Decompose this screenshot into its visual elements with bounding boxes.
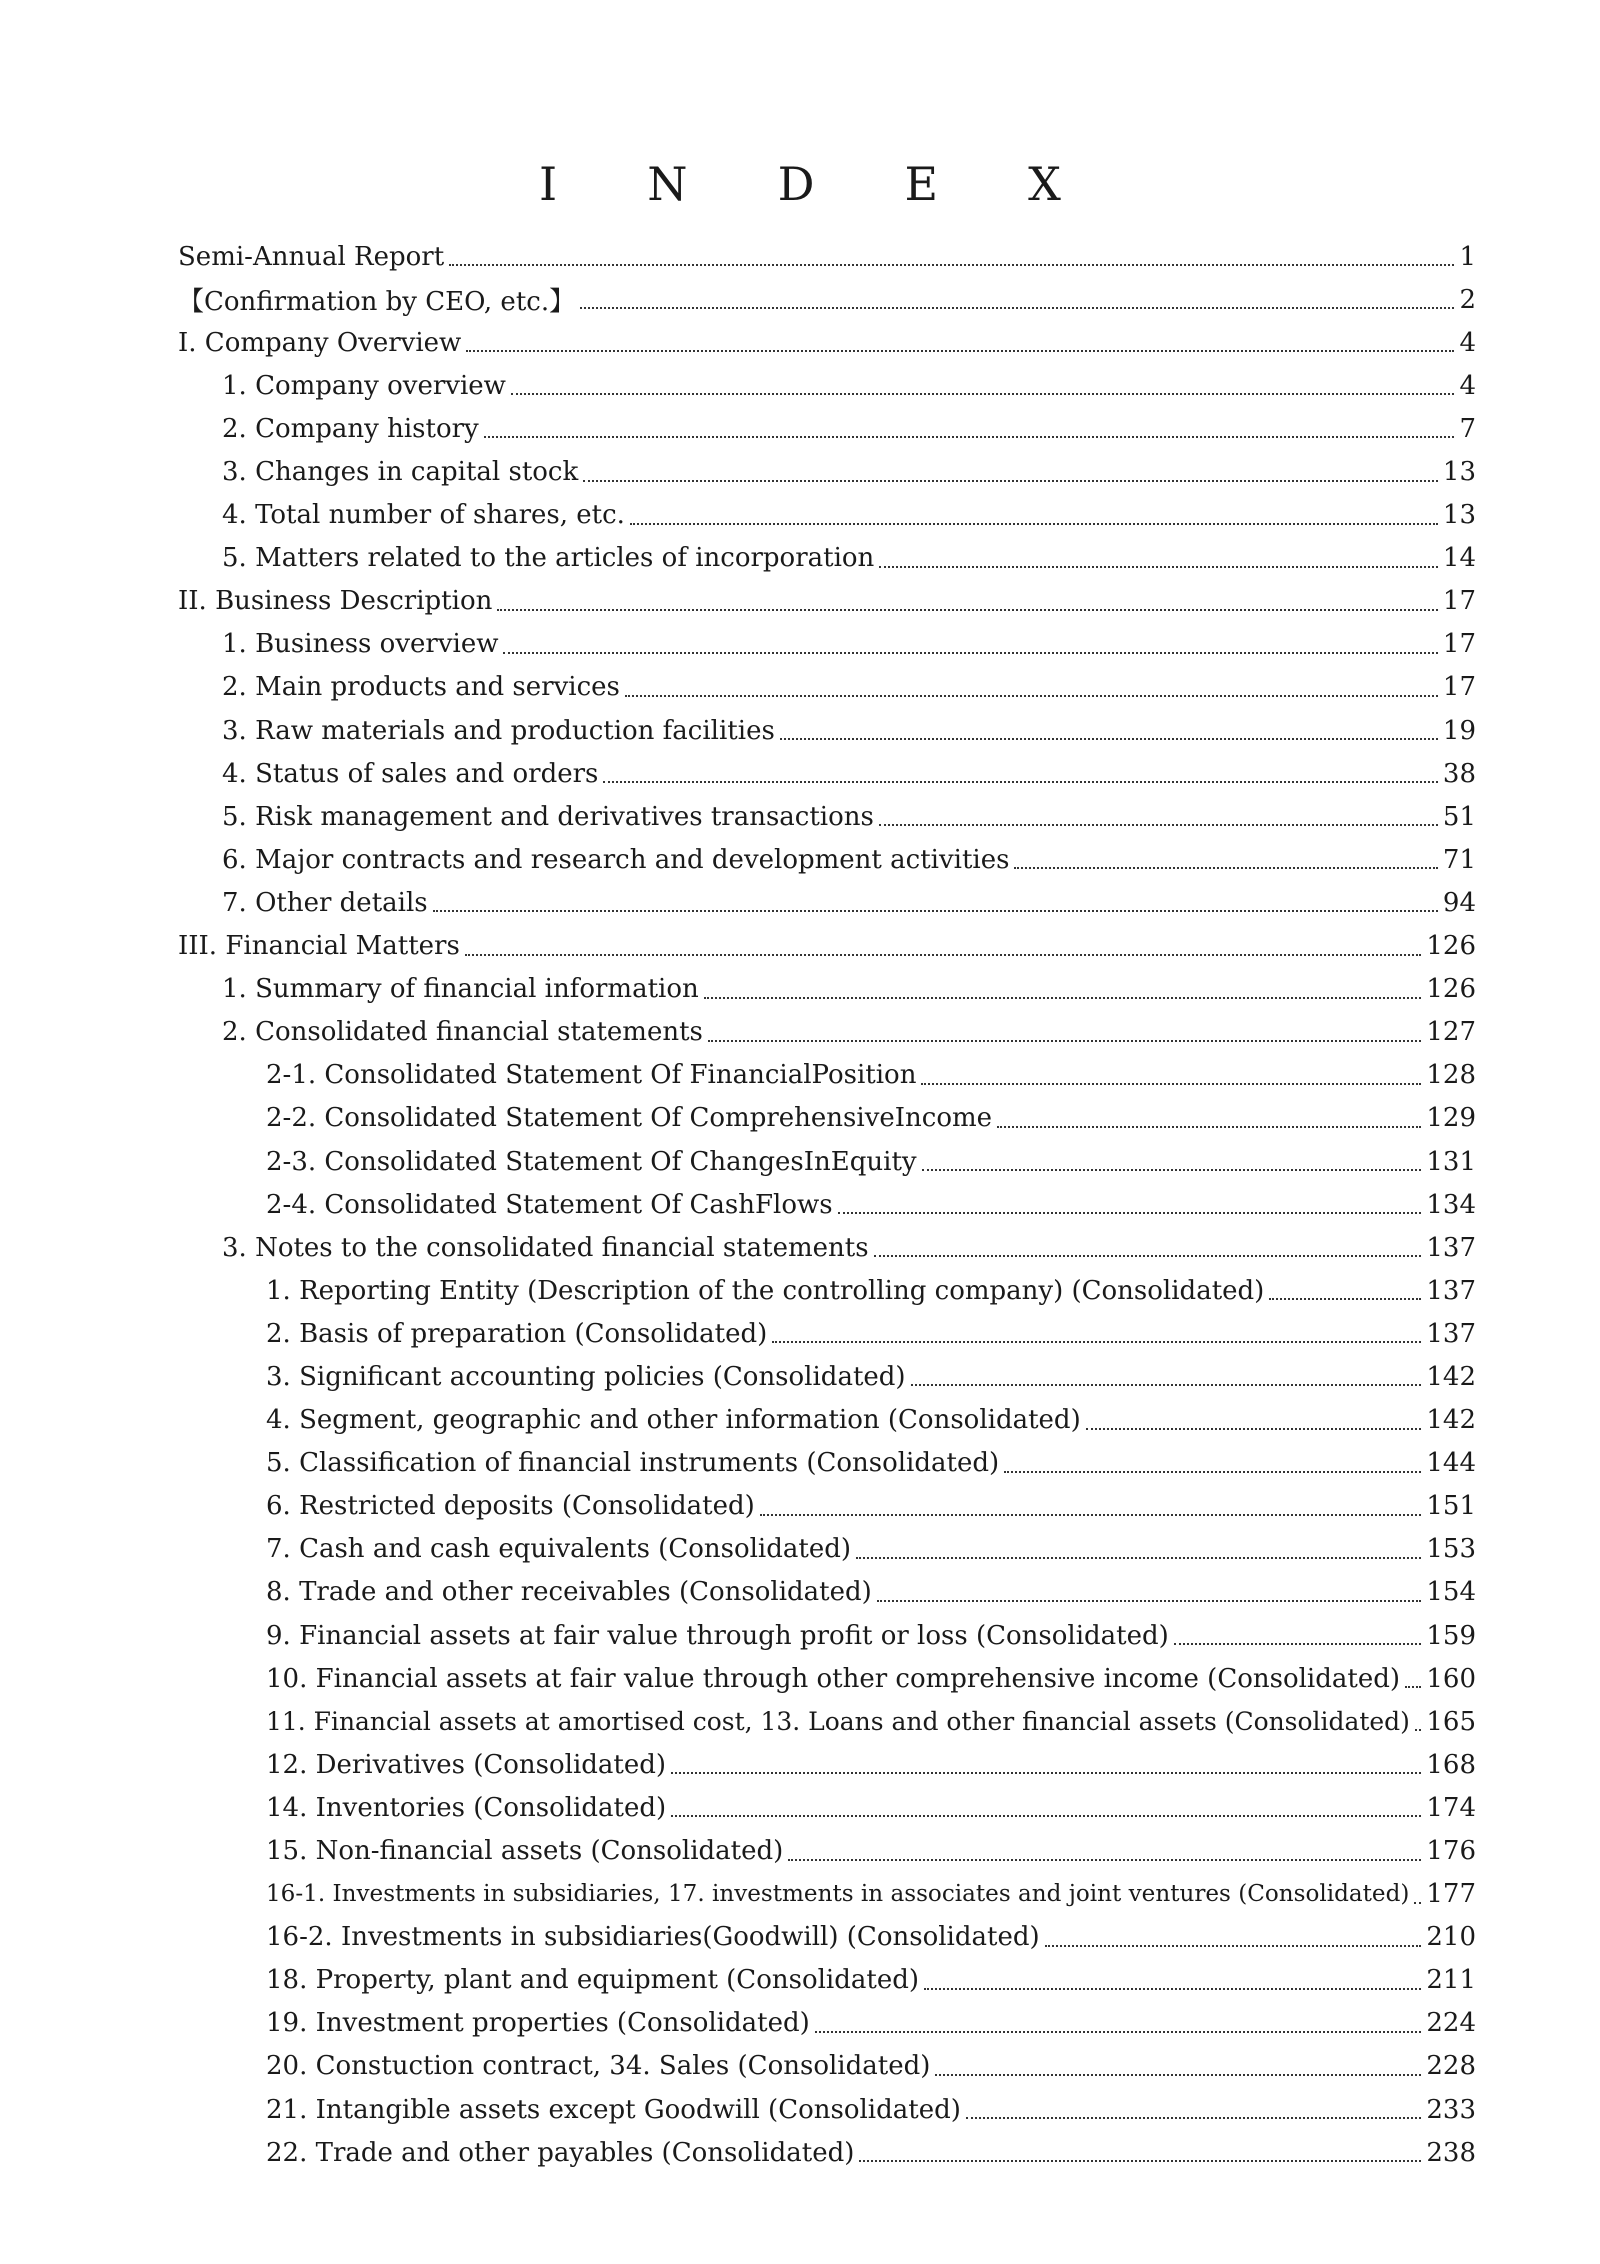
toc-entry-page-number: 4 bbox=[1459, 370, 1476, 401]
toc-entry-label: I. Company Overview bbox=[178, 327, 462, 358]
toc-entry-label: 6. Restricted deposits (Consolidated) bbox=[266, 1491, 755, 1522]
toc-entry-label: 5. Risk management and derivatives transactions bbox=[222, 801, 874, 832]
dot-leader bbox=[1414, 1901, 1421, 1904]
toc-entry[interactable] bbox=[178, 278, 1476, 321]
toc-entry-label: 3. Notes to the consolidated financial statements bbox=[222, 1232, 869, 1263]
dot-leader bbox=[511, 392, 1455, 395]
dot-leader bbox=[788, 1858, 1421, 1861]
toc-entry-label: 18. Property, plant and equipment (Consolidated) bbox=[266, 1965, 919, 1996]
dot-leader bbox=[1269, 1297, 1421, 1300]
toc-entry[interactable] bbox=[178, 1442, 1476, 1485]
toc-entry[interactable] bbox=[178, 1399, 1476, 1442]
toc-entry[interactable] bbox=[178, 1485, 1476, 1528]
dot-leader bbox=[465, 953, 1422, 956]
dot-leader bbox=[879, 823, 1438, 826]
toc-entry-page-number: 38 bbox=[1442, 758, 1476, 789]
toc-entry-label: 5. Matters related to the articles of incorporation bbox=[222, 543, 875, 574]
toc-entry[interactable] bbox=[178, 1657, 1476, 1700]
dot-leader bbox=[1045, 1944, 1422, 1947]
toc-entry-label: 5. Classification of financial instruments (Consolidated) bbox=[266, 1448, 1000, 1479]
toc-entry[interactable] bbox=[178, 968, 1476, 1011]
toc-entry-page-number: 129 bbox=[1426, 1103, 1476, 1134]
dot-leader bbox=[856, 1556, 1421, 1559]
toc-entry-page-number: 127 bbox=[1426, 1017, 1476, 1048]
dot-leader bbox=[1174, 1642, 1422, 1645]
toc-entry[interactable] bbox=[178, 1786, 1476, 1829]
toc-entry-label: 7. Cash and cash equivalents (Consolidated) bbox=[266, 1534, 851, 1565]
toc-entry-label: 1. Business overview bbox=[222, 629, 499, 660]
toc-entry[interactable] bbox=[178, 1959, 1476, 2002]
toc-entry-page-number: 14 bbox=[1442, 543, 1476, 574]
toc-entry-page-number: 159 bbox=[1426, 1620, 1476, 1651]
toc-entry-label: 4. Status of sales and orders bbox=[222, 758, 599, 789]
dot-leader bbox=[497, 608, 1438, 611]
toc-entry-page-number: 137 bbox=[1426, 1232, 1476, 1263]
toc-entry-page-number: 4 bbox=[1459, 327, 1476, 358]
toc-entry-label: 10. Financial assets at fair value through other comprehensive income (Consolidated) bbox=[266, 1663, 1401, 1694]
table-of-contents bbox=[178, 235, 1476, 2174]
dot-leader bbox=[503, 651, 1437, 654]
dot-leader bbox=[583, 479, 1438, 482]
toc-entry-page-number: 126 bbox=[1426, 931, 1476, 962]
dot-leader bbox=[466, 349, 1454, 352]
toc-entry-page-number: 228 bbox=[1426, 2051, 1476, 2082]
toc-entry[interactable] bbox=[178, 881, 1476, 924]
dot-leader bbox=[815, 2030, 1422, 2033]
dot-leader bbox=[966, 2116, 1421, 2119]
toc-entry-label: 2. Basis of preparation (Consolidated) bbox=[266, 1318, 768, 1349]
toc-entry-label: II. Business Description bbox=[178, 586, 493, 617]
toc-entry[interactable] bbox=[178, 1916, 1476, 1959]
dot-leader bbox=[780, 737, 1438, 740]
toc-entry-page-number: 238 bbox=[1426, 2137, 1476, 2168]
toc-entry[interactable] bbox=[178, 925, 1476, 968]
toc-entry[interactable] bbox=[178, 795, 1476, 838]
toc-entry-label: 11. Financial assets at amortised cost, 13. Loans and other financial assets (Consolidated) bbox=[266, 1707, 1410, 1737]
toc-entry-label: 20. Constuction contract, 34. Sales (Consolidated) bbox=[266, 2051, 931, 2082]
toc-entry-page-number: 2 bbox=[1459, 284, 1476, 315]
toc-entry-label: 2-2. Consolidated Statement Of ComprehensiveIncome bbox=[266, 1103, 993, 1134]
toc-entry-label: 9. Financial assets at fair value through profit or loss (Consolidated) bbox=[266, 1620, 1169, 1651]
toc-entry[interactable] bbox=[178, 2002, 1476, 2045]
index-title: I N D E X bbox=[539, 157, 1099, 211]
toc-entry[interactable] bbox=[178, 1226, 1476, 1269]
toc-entry[interactable] bbox=[178, 1011, 1476, 1054]
toc-entry-page-number: 165 bbox=[1426, 1706, 1476, 1737]
toc-entry-page-number: 1 bbox=[1459, 241, 1476, 272]
toc-entry-label: 1. Reporting Entity (Description of the controlling company) (Consolidated) bbox=[266, 1275, 1265, 1306]
toc-entry-page-number: 137 bbox=[1426, 1318, 1476, 1349]
toc-entry[interactable] bbox=[178, 1700, 1476, 1743]
toc-entry[interactable] bbox=[178, 537, 1476, 580]
toc-entry-label: 15. Non-financial assets (Consolidated) bbox=[266, 1836, 784, 1867]
dot-leader bbox=[433, 909, 1438, 912]
toc-entry-label: 4. Total number of shares, etc. bbox=[222, 500, 625, 531]
toc-entry[interactable] bbox=[178, 364, 1476, 407]
toc-entry[interactable] bbox=[178, 235, 1476, 278]
toc-entry-label: 2. Main products and services bbox=[222, 672, 620, 703]
toc-entry[interactable] bbox=[178, 1054, 1476, 1097]
toc-entry[interactable] bbox=[178, 838, 1476, 881]
toc-entry-page-number: 13 bbox=[1442, 457, 1476, 488]
dot-leader bbox=[1014, 866, 1437, 869]
toc-entry[interactable] bbox=[178, 1614, 1476, 1657]
toc-entry-page-number: 153 bbox=[1426, 1534, 1476, 1565]
toc-entry-label: 16-2. Investments in subsidiaries(Goodwill) (Consolidated) bbox=[266, 1922, 1040, 1953]
toc-entry-label: 2-1. Consolidated Statement Of FinancialPosition bbox=[266, 1060, 917, 1091]
toc-entry-page-number: 142 bbox=[1426, 1361, 1476, 1392]
toc-entry-label: 1. Summary of financial information bbox=[222, 974, 699, 1005]
toc-entry-label: 1. Company overview bbox=[222, 370, 506, 401]
toc-entry-page-number: 137 bbox=[1426, 1275, 1476, 1306]
toc-entry[interactable] bbox=[178, 580, 1476, 623]
toc-entry-page-number: 17 bbox=[1442, 629, 1476, 660]
dot-leader bbox=[1415, 1728, 1421, 1731]
toc-entry[interactable] bbox=[178, 709, 1476, 752]
toc-entry[interactable] bbox=[178, 1312, 1476, 1355]
dot-leader bbox=[704, 996, 1422, 999]
dot-leader bbox=[484, 435, 1455, 438]
toc-entry-label: 16-1. Investments in subsidiaries, 17. investments in associates and joint ventures (Consolidated) bbox=[266, 1881, 1410, 1908]
toc-entry-page-number: 210 bbox=[1426, 1922, 1476, 1953]
toc-entry[interactable] bbox=[178, 494, 1476, 537]
toc-entry-page-number: 174 bbox=[1426, 1792, 1476, 1823]
dot-leader bbox=[879, 565, 1438, 568]
dot-leader bbox=[671, 1814, 1421, 1817]
toc-entry-label: 21. Intangible assets except Goodwill (Consolidated) bbox=[266, 2094, 961, 2125]
dot-leader bbox=[580, 306, 1454, 309]
toc-entry-page-number: 144 bbox=[1426, 1448, 1476, 1479]
toc-entry[interactable] bbox=[178, 2131, 1476, 2174]
toc-entry[interactable] bbox=[178, 2088, 1476, 2131]
dot-leader bbox=[708, 1039, 1421, 1042]
toc-entry-page-number: 177 bbox=[1426, 1879, 1476, 1910]
toc-entry-page-number: 154 bbox=[1426, 1577, 1476, 1608]
toc-entry-page-number: 128 bbox=[1426, 1060, 1476, 1091]
toc-entry-label: 2-3. Consolidated Statement Of ChangesInEquity bbox=[266, 1146, 917, 1177]
toc-entry-page-number: 13 bbox=[1442, 500, 1476, 531]
dot-leader bbox=[859, 2159, 1421, 2162]
dot-leader bbox=[1004, 1470, 1421, 1473]
toc-entry[interactable] bbox=[178, 321, 1476, 364]
toc-entry-page-number: 168 bbox=[1426, 1749, 1476, 1780]
toc-entry-label: 22. Trade and other payables (Consolidated) bbox=[266, 2137, 855, 2168]
toc-entry-page-number: 131 bbox=[1426, 1146, 1476, 1177]
toc-entry[interactable] bbox=[178, 1571, 1476, 1614]
toc-entry-label: 3. Significant accounting policies (Consolidated) bbox=[266, 1361, 906, 1392]
toc-entry[interactable] bbox=[178, 450, 1476, 493]
toc-entry-page-number: 176 bbox=[1426, 1836, 1476, 1867]
dot-leader bbox=[1086, 1427, 1422, 1430]
toc-entry[interactable] bbox=[178, 2045, 1476, 2088]
toc-entry-page-number: 19 bbox=[1442, 715, 1476, 746]
dot-leader bbox=[838, 1211, 1422, 1214]
toc-entry-label: 【Confirmation by CEO, etc.】 bbox=[178, 287, 576, 318]
toc-entry-page-number: 94 bbox=[1442, 887, 1476, 918]
toc-entry[interactable] bbox=[178, 1873, 1476, 1916]
toc-entry-page-number: 151 bbox=[1426, 1491, 1476, 1522]
toc-entry-page-number: 160 bbox=[1426, 1663, 1476, 1694]
toc-entry-page-number: 233 bbox=[1426, 2094, 1476, 2125]
toc-entry-label: 2-4. Consolidated Statement Of CashFlows bbox=[266, 1189, 833, 1220]
dot-leader bbox=[874, 1254, 1422, 1257]
dot-leader bbox=[603, 780, 1438, 783]
toc-entry-label: 8. Trade and other receivables (Consolidated) bbox=[266, 1577, 872, 1608]
toc-entry-label: Semi-Annual Report bbox=[178, 241, 445, 272]
dot-leader bbox=[772, 1340, 1421, 1343]
toc-entry-label: 3. Raw materials and production facilities bbox=[222, 715, 775, 746]
toc-entry[interactable] bbox=[178, 1183, 1476, 1226]
toc-entry-label: 4. Segment, geographic and other information (Consolidated) bbox=[266, 1405, 1081, 1436]
dot-leader bbox=[922, 1168, 1422, 1171]
toc-entry-page-number: 126 bbox=[1426, 974, 1476, 1005]
dot-leader bbox=[924, 1987, 1421, 1990]
dot-leader bbox=[760, 1513, 1422, 1516]
toc-entry-label: 19. Investment properties (Consolidated) bbox=[266, 2008, 810, 2039]
toc-entry-label: 6. Major contracts and research and development activities bbox=[222, 844, 1010, 875]
toc-entry-label: 12. Derivatives (Consolidated) bbox=[266, 1749, 667, 1780]
toc-entry[interactable] bbox=[178, 666, 1476, 709]
dot-leader bbox=[935, 2073, 1421, 2076]
toc-entry-label: 14. Inventories (Consolidated) bbox=[266, 1792, 667, 1823]
dot-leader bbox=[449, 263, 1454, 266]
toc-entry[interactable] bbox=[178, 1097, 1476, 1140]
toc-entry[interactable] bbox=[178, 1269, 1476, 1312]
toc-entry[interactable] bbox=[178, 407, 1476, 450]
toc-entry-page-number: 17 bbox=[1442, 586, 1476, 617]
toc-entry-page-number: 134 bbox=[1426, 1189, 1476, 1220]
dot-leader bbox=[877, 1599, 1422, 1602]
toc-entry[interactable] bbox=[178, 752, 1476, 795]
toc-entry-page-number: 7 bbox=[1459, 413, 1476, 444]
dot-leader bbox=[671, 1771, 1421, 1774]
toc-entry-page-number: 142 bbox=[1426, 1405, 1476, 1436]
toc-entry[interactable] bbox=[178, 1355, 1476, 1398]
dot-leader bbox=[1405, 1685, 1421, 1688]
toc-entry-label: 2. Company history bbox=[222, 413, 479, 444]
dot-leader bbox=[921, 1082, 1421, 1085]
toc-entry[interactable] bbox=[178, 1743, 1476, 1786]
dot-leader bbox=[625, 694, 1438, 697]
toc-entry-label: 3. Changes in capital stock bbox=[222, 457, 579, 488]
toc-entry[interactable] bbox=[178, 623, 1476, 666]
toc-entry-label: 2. Consolidated financial statements bbox=[222, 1017, 703, 1048]
toc-entry-label: 7. Other details bbox=[222, 887, 428, 918]
toc-entry-label: III. Financial Matters bbox=[178, 931, 460, 962]
toc-entry-page-number: 51 bbox=[1442, 801, 1476, 832]
toc-entry-page-number: 17 bbox=[1442, 672, 1476, 703]
dot-leader bbox=[630, 522, 1438, 525]
toc-entry-page-number: 71 bbox=[1442, 844, 1476, 875]
dot-leader bbox=[997, 1125, 1421, 1128]
toc-entry-page-number: 224 bbox=[1426, 2008, 1476, 2039]
toc-entry-page-number: 211 bbox=[1426, 1965, 1476, 1996]
dot-leader bbox=[911, 1383, 1422, 1386]
toc-entry[interactable] bbox=[178, 1528, 1476, 1571]
toc-entry[interactable] bbox=[178, 1829, 1476, 1872]
toc-entry[interactable] bbox=[178, 1140, 1476, 1183]
